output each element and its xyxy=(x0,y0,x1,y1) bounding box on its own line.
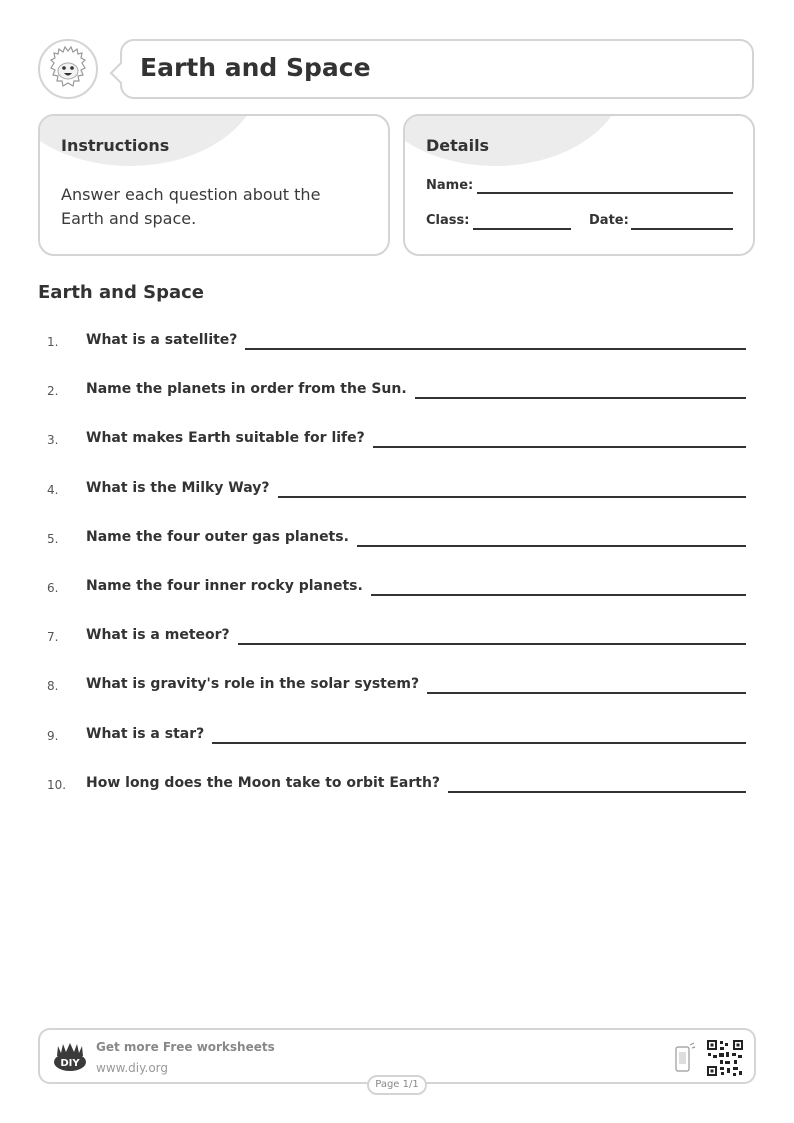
question-number: 4. xyxy=(47,483,59,497)
question-text: What makes Earth suitable for life? xyxy=(86,430,365,446)
question-row xyxy=(0,527,794,557)
title-banner xyxy=(120,39,754,99)
question-text: Name the four outer gas planets. xyxy=(86,529,349,545)
answer-line[interactable] xyxy=(415,397,746,399)
question-text: What is a star? xyxy=(86,726,205,742)
question-number: 2. xyxy=(47,384,59,398)
question-row xyxy=(0,625,794,655)
class-field[interactable] xyxy=(473,228,571,230)
answer-line[interactable] xyxy=(245,348,746,350)
answer-line[interactable] xyxy=(238,643,746,645)
question-row xyxy=(0,478,794,508)
instructions-heading: Instructions xyxy=(61,136,170,155)
question-text: How long does the Moon take to orbit Earth? xyxy=(86,775,441,791)
question-text: What is the Milky Way? xyxy=(86,480,270,496)
instructions-card xyxy=(38,114,390,256)
yeti-mascot-icon xyxy=(40,41,96,97)
name-field[interactable] xyxy=(477,192,733,194)
question-text: Name the four inner rocky planets. xyxy=(86,578,363,594)
phone-scan-icon xyxy=(674,1042,696,1074)
question-number: 1. xyxy=(47,335,59,349)
answer-line[interactable] xyxy=(373,446,746,448)
question-text: Name the planets in order from the Sun. xyxy=(86,381,407,397)
question-text: What is a meteor? xyxy=(86,627,230,643)
question-number: 6. xyxy=(47,581,59,595)
diy-logo-icon[interactable] xyxy=(53,1042,87,1072)
footer-promo-link[interactable]: Get more Free worksheets xyxy=(96,1040,275,1054)
class-label: Class: xyxy=(426,213,470,228)
question-text: What is gravity's role in the solar system? xyxy=(86,676,420,692)
answer-line[interactable] xyxy=(427,692,746,694)
date-field[interactable] xyxy=(631,228,733,230)
question-row xyxy=(0,330,794,360)
answer-line[interactable] xyxy=(371,594,746,596)
qr-code-icon[interactable] xyxy=(706,1039,744,1077)
page-title: Earth and Space xyxy=(140,53,371,82)
section-title: Earth and Space xyxy=(38,282,204,303)
details-card xyxy=(403,114,755,256)
question-number: 10. xyxy=(47,778,67,792)
question-number: 8. xyxy=(47,679,59,693)
question-row xyxy=(0,724,794,754)
answer-line[interactable] xyxy=(212,742,746,744)
question-number: 9. xyxy=(47,729,59,743)
page-number: Page 1/1 xyxy=(367,1075,427,1095)
question-row xyxy=(0,773,794,803)
svg-text:DIY: DIY xyxy=(60,1058,80,1069)
question-row xyxy=(0,674,794,704)
question-number: 3. xyxy=(47,433,59,447)
date-label: Date: xyxy=(589,213,629,228)
question-number: 7. xyxy=(47,630,59,644)
answer-line[interactable] xyxy=(448,791,746,793)
question-row xyxy=(0,576,794,606)
mascot-avatar xyxy=(38,39,98,99)
instructions-text: Answer each question about the Earth and space. xyxy=(61,185,321,228)
answer-line[interactable] xyxy=(278,496,746,498)
details-heading: Details xyxy=(426,136,490,155)
question-text: What is a satellite? xyxy=(86,332,238,348)
footer-url-link[interactable]: www.diy.org xyxy=(96,1061,168,1075)
question-number: 5. xyxy=(47,532,59,546)
question-row xyxy=(0,428,794,458)
answer-line[interactable] xyxy=(357,545,746,547)
name-label: Name: xyxy=(426,178,474,193)
question-row xyxy=(0,379,794,409)
